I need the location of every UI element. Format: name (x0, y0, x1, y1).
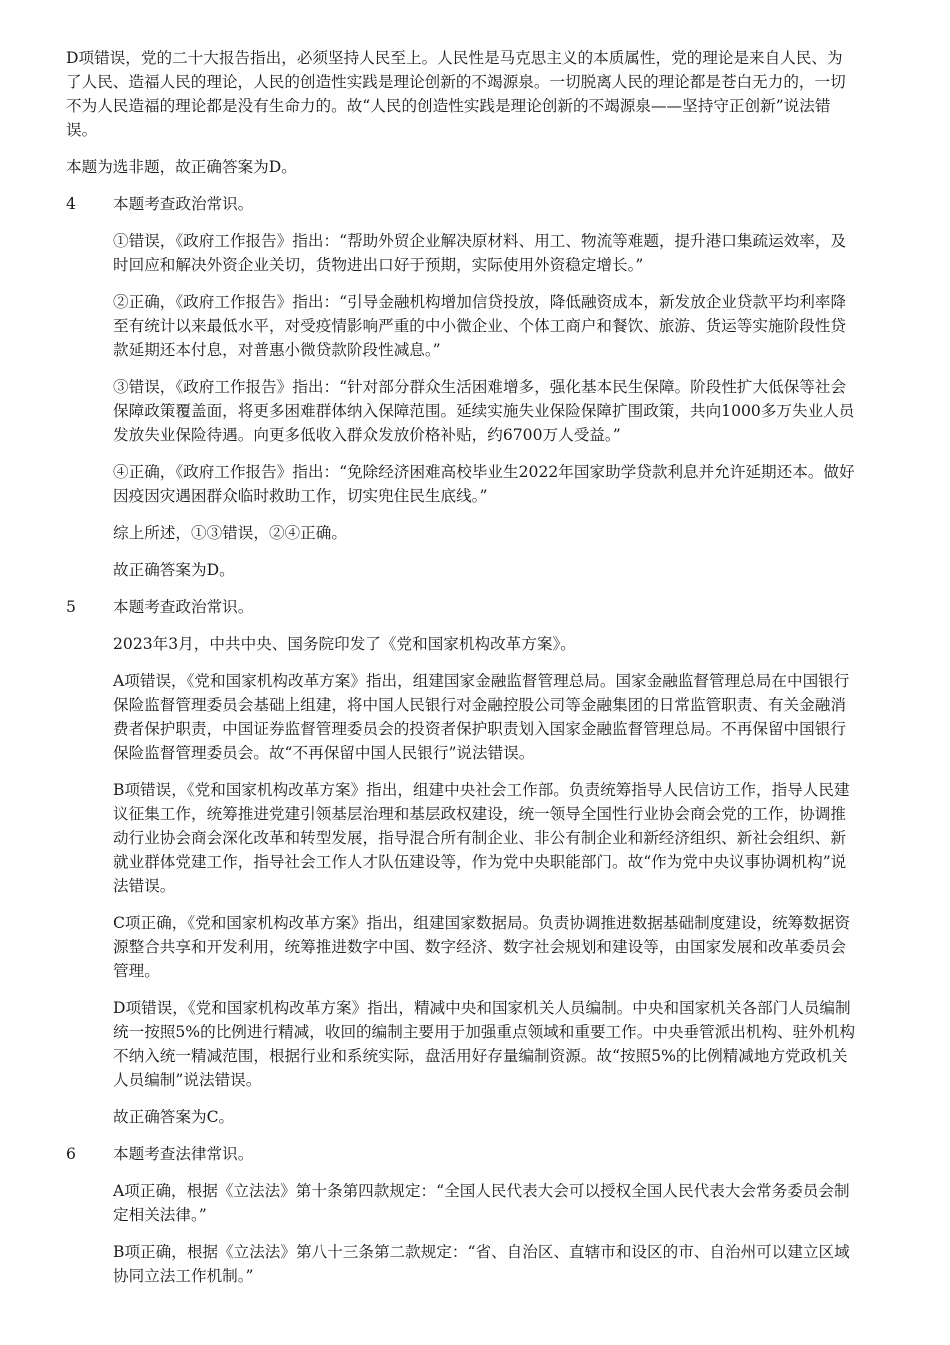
q4-item-4: ④正确，《政府工作报告》指出：“免除经济困难高校毕业生2022年国家助学贷款利息并允许延期还本。做好因疫因灾遇困群众临时救助工作，切实兜住民生底线。” (113, 463, 855, 505)
q6-option-a: A项正确，根据《立法法》第十条第四款规定：“全国人民代表大会可以授权全国人民代表大会常务委员会制定相关法律。” (113, 1182, 850, 1224)
q6-option-b: B项正确，根据《立法法》第八十三条第二款规定：“省、自治区、直辖市和设区的市、自治州可以建立区域协同立法工作机制。” (113, 1243, 850, 1285)
q4-item-3: ③错误，《政府工作报告》指出：“针对部分群众生活困难增多，强化基本民生保障。阶段性扩大低保等社会保障政策覆盖面，将更多困难群体纳入保障范围。延续实施失业保险保障扩围政策，共向1000多万失业人员发放失业保险待遇。向更多低收入群众发放价格补贴，约6700万人受益。” (113, 378, 855, 444)
question-topic: 本题考查政治常识。 (113, 598, 254, 616)
q5-option-a: A项错误，《党和国家机构改革方案》指出，组建国家金融监督管理总局。国家金融监督管理总局在中国银行保险监督管理委员会基础上组建，将中国人民银行对金融控股公司等金融集团的日常监管职责、有关金融消费者保护职责，中国证券监督管理委员会的投资者保护职责划入国家金融监督管理总局。不再保留中国银行保险监督管理委员会。故“不再保留中国人民银行”说法错误。 (113, 672, 850, 762)
q5-option-d: D项错误，《党和国家机构改革方案》指出，精减中央和国家机关人员编制。中央和国家机关各部门人员编制统一按照5%的比例进行精减，收回的编制主要用于加强重点领域和重要工作。中央垂管派出机构、驻外机构不纳入统一精减范围，根据行业和系统实际，盘活用好存量编制资源。故“按照5%的比例精减地方党政机关人员编制”说法错误。 (113, 999, 856, 1089)
question-number: 6 (66, 1145, 76, 1163)
question-number: 5 (66, 598, 76, 616)
question-number: 4 (66, 195, 76, 213)
q4-item-2: ②正确，《政府工作报告》指出：“引导金融机构增加信贷投放，降低融资成本，新发放企业贷款平均利率降至有统计以来最低水平，对受疫情影响严重的中小微企业、个体工商户和餐饮、旅游、货运等实施阶段性贷款延期还本付息，对普惠小微贷款阶段性减息。” (113, 293, 847, 359)
question-topic: 本题考查法律常识。 (113, 1145, 254, 1163)
option-d-explanation: D项错误，党的二十大报告指出，必须坚持人民至上。人民性是马克思主义的本质属性，党的理论是来自人民、为了人民、造福人民的理论，人民的创造性实践是理论创新的不竭源泉。一切脱离人民的理论都是苍白无力的，一切不为人民造福的理论都是没有生命力的。故“人民的创造性实践是理论创新的不竭源泉——坚持守正创新”说法错误。 (66, 49, 846, 139)
question-6-header (66, 1142, 856, 1166)
q4-answer: 故正确答案为D。 (113, 561, 235, 579)
q5-option-b: B项错误，《党和国家机构改革方案》指出，组建中央社会工作部。负责统筹指导人民信访工作，指导人民建议征集工作，统筹推进党建引领基层治理和基层政权建设，统一领导全国性行业协会商会党的工作，协调推动行业协会商会深化改革和转型发展，指导混合所有制企业、非公有制企业和新经济组织、新社会组织、新就业群体党建工作，指导社会工作人才队伍建设等，作为党中央职能部门。故“作为党中央议事协调机构”说法错误。 (113, 781, 850, 895)
question-topic: 本题考查政治常识。 (113, 195, 254, 213)
q5-option-c: C项正确，《党和国家机构改革方案》指出，组建国家数据局。负责协调推进数据基础制度建设，统筹数据资源整合共享和开发利用，统筹推进数字中国、数字经济、数字社会规划和建设等，由国家发展和改革委员会管理。 (113, 914, 851, 980)
q4-summary: 综上所述，①③错误，②④正确。 (113, 524, 347, 542)
question-4-header (66, 192, 856, 216)
q4-item-1: ①错误，《政府工作报告》指出：“帮助外贸企业解决原材料、用工、物流等难题，提升港口集疏运效率，及时回应和解决外资企业关切，货物进出口好于预期，实际使用外资稳定增长。” (113, 232, 847, 274)
q5-background: 2023年3月，中共中央、国务院印发了《党和国家机构改革方案》。 (113, 635, 576, 653)
q5-answer: 故正确答案为C。 (113, 1108, 235, 1126)
document-page (66, 46, 856, 1301)
answer-conclusion: 本题为选非题，故正确答案为D。 (66, 158, 297, 176)
question-5-header (66, 595, 856, 619)
